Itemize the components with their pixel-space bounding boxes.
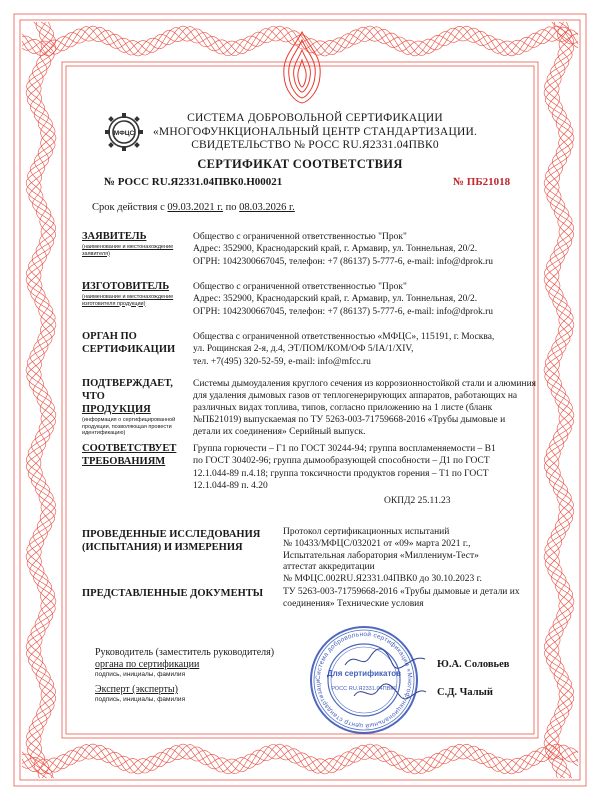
svg-text:МФЦС: МФЦС — [113, 130, 135, 137]
validity-mid: по — [225, 202, 237, 213]
applicant-line: ОГРН: 1042300667045, телефон: +7 (86137) 5-777-6, e-mail: info@dprok.ru — [193, 256, 494, 267]
requirements-label-1: СООТВЕТСТВУЕТ — [82, 443, 177, 454]
organ-line: ул. Рощинская 2-я, д.4, ЭТ/ПОМ/КОМ/ОФ 5/IA/1/XIV, — [193, 344, 414, 355]
validity-to: 08.03.2026 г. — [239, 202, 295, 213]
product-line: для удаления дымовых газов от теплогенерирующих аппаратов, работающих на — [193, 391, 518, 402]
organ-label-block — [82, 330, 192, 356]
tests-label-1: ПРОВЕДЕННЫЕ ИССЛЕДОВАНИЯ — [82, 529, 261, 540]
product-line: детали их соединения» Серийный выпуск. — [193, 427, 366, 438]
tests-line: аттестат аккредитации — [283, 562, 375, 573]
header-line-3: СВИДЕТЕЛЬСТВО № РОСС RU.Я2331.04ПВК0 — [191, 139, 439, 151]
stamp-center-text: Для сертификатов — [326, 669, 402, 678]
tests-value — [283, 527, 533, 586]
manufacturer-label-block — [82, 280, 192, 307]
manufacturer-line: ОГРН: 1042300667045, телефон: +7 (86137) 5-777-6, e-mail: info@dprok.ru — [193, 306, 494, 317]
flame-emblem — [272, 30, 332, 105]
applicant-line: Адрес: 352900, Краснодарский край, г. Армавир, ул. Тоннельная, 20/2. — [193, 244, 478, 255]
product-line: различных видах топлива, типов, согласно приложению на 1 листе (бланк — [193, 403, 493, 414]
validity-period — [92, 202, 295, 213]
system-header — [150, 112, 480, 153]
manufacturer-label: ИЗГОТОВИТЕЛЬ — [82, 281, 170, 292]
header-line-2: «МНОГОФУНКЦИОНАЛЬНЫЙ ЦЕНТР СТАНДАРТИЗАЦИИ. — [152, 125, 478, 138]
stamp-reg-text: РОСС RU.Я2331.04ПВК0 — [331, 686, 397, 692]
requirements-line: 12.1.044-89 п. 4.20 — [193, 480, 268, 491]
frame-wave — [544, 22, 574, 778]
organ-label-2: СЕРТИФИКАЦИИ — [82, 344, 176, 355]
documents-line: соединения» Технические условия — [283, 598, 424, 609]
validity-from: 09.03.2021 г. — [167, 202, 224, 213]
manufacturer-line: Адрес: 352900, Краснодарский край, г. Армавир, ул. Тоннельная, 20/2. — [193, 294, 478, 305]
frame-wave — [22, 744, 578, 774]
gear-logo-icon — [104, 112, 144, 152]
stamp-ring-text: Система добровольной сертификации «Многофункциональный центр стандартизаци — [314, 630, 414, 730]
validity-prefix: Срок действия с — [92, 202, 165, 213]
applicant-note: (наименование и местонахождение заявителя) — [82, 244, 174, 257]
applicant-value — [193, 231, 528, 268]
head-organ: органа по сертификации — [95, 659, 200, 670]
product-line: Системы дымоудаления круглого сечения из коррозионностойкой стали и алюминия — [193, 379, 537, 389]
tests-label-block — [82, 528, 260, 554]
requirements-line: 12.1.044-89 п.4.18; группа токсичности продуктов горения – Т1 по ГОСТ — [193, 468, 489, 479]
requirements-line: по ГОСТ 30402-96; группа дымообразующей способности – Д1 по ГОСТ — [193, 456, 490, 467]
tests-line: № МФЦС.002RU.Я2331.04ПВК0 до 30.10.2023 г. — [283, 574, 482, 585]
organ-value — [193, 331, 528, 368]
requirements-label-2: ТРЕБОВАНИЯМ — [82, 456, 166, 467]
documents-value — [283, 587, 533, 611]
manufacturer-note: (наименование и местонахождение изготовителя продукции) — [82, 294, 174, 307]
head-title: Руководитель (заместитель руководителя) — [95, 647, 275, 658]
applicant-label-block — [82, 230, 192, 257]
frame-wave — [26, 22, 56, 778]
tests-line: Протокол сертификационных испытаний — [283, 527, 450, 537]
requirements-line: Группа горючести – Г1 по ГОСТ 30244-94; группа воспламеняемости – В1 — [193, 444, 496, 454]
header-line-1: СИСТЕМА ДОБРОВОЛЬНОЙ СЕРТИФИКАЦИИ — [187, 112, 443, 124]
certification-stamp — [308, 624, 420, 736]
product-line: №ПБ21019) выпускаемая по ТУ 5263-003-71759668-2016 «Трубы дымовые и — [193, 415, 506, 426]
head-signature-block — [95, 647, 274, 679]
tests-label-2: (ИСПЫТАНИЯ) И ИЗМЕРЕНИЯ — [82, 542, 243, 553]
organ-line: Общества с ограниченной ответственностью «МФЦС», 115191, г. Москва, — [193, 332, 495, 342]
expert-signature-block — [95, 684, 185, 704]
requirements-value — [193, 443, 528, 492]
manufacturer-line: Общество с ограниченной ответственностью "Прок" — [193, 282, 407, 292]
documents-label: ПРЕДСТАВЛЕННЫЕ ДОКУМЕНТЫ — [82, 588, 264, 599]
head-note: подпись, инициалы, фамилия — [95, 671, 186, 678]
tests-line: № 10433/МФЦС/032021 от «09» марта 2021 г., — [283, 538, 471, 549]
tests-line: Испытательная лаборатория «Миллениум-Тест» — [283, 550, 479, 561]
mfcs-logo — [104, 112, 144, 152]
product-value — [193, 378, 537, 438]
product-label-block — [82, 377, 192, 437]
expert-note: подпись, инициалы, фамилия — [95, 696, 186, 703]
applicant-label: ЗАЯВИТЕЛЬ — [82, 231, 147, 242]
expert-title: Эксперт (эксперты) — [95, 684, 178, 695]
product-note: (информация о сертифицированной продукции, позволяющая провести идентификацию) — [82, 417, 176, 436]
organ-label-1: ОРГАН ПО — [82, 331, 137, 342]
blank-number: № ПБ21018 — [453, 176, 511, 188]
applicant-line: Общество с ограниченной ответственностью "Прок" — [193, 232, 407, 242]
okpd-code: ОКПД2 25.11.23 — [384, 496, 451, 506]
certificate-number: № РОСС RU.Я2331.04ПВК0.Н00021 — [104, 176, 283, 188]
product-label-2: ПРОДУКЦИЯ — [82, 404, 151, 415]
organ-line: тел. +7(495) 320-52-59, e-mail: info@mfcc.ru — [193, 356, 371, 367]
manufacturer-value — [193, 281, 528, 318]
expert-name: С.Д. Чалый — [437, 687, 493, 698]
product-label-1: ПОДТВЕРЖДАЕТ, ЧТО — [82, 378, 173, 402]
head-name: Ю.А. Соловьев — [437, 659, 510, 670]
certificate-title: СЕРТИФИКАТ СООТВЕТСТВИЯ — [197, 157, 403, 171]
documents-line: ТУ 5263-003-71759668-2016 «Трубы дымовые и детали их — [283, 587, 520, 597]
requirements-label-block — [82, 442, 192, 468]
